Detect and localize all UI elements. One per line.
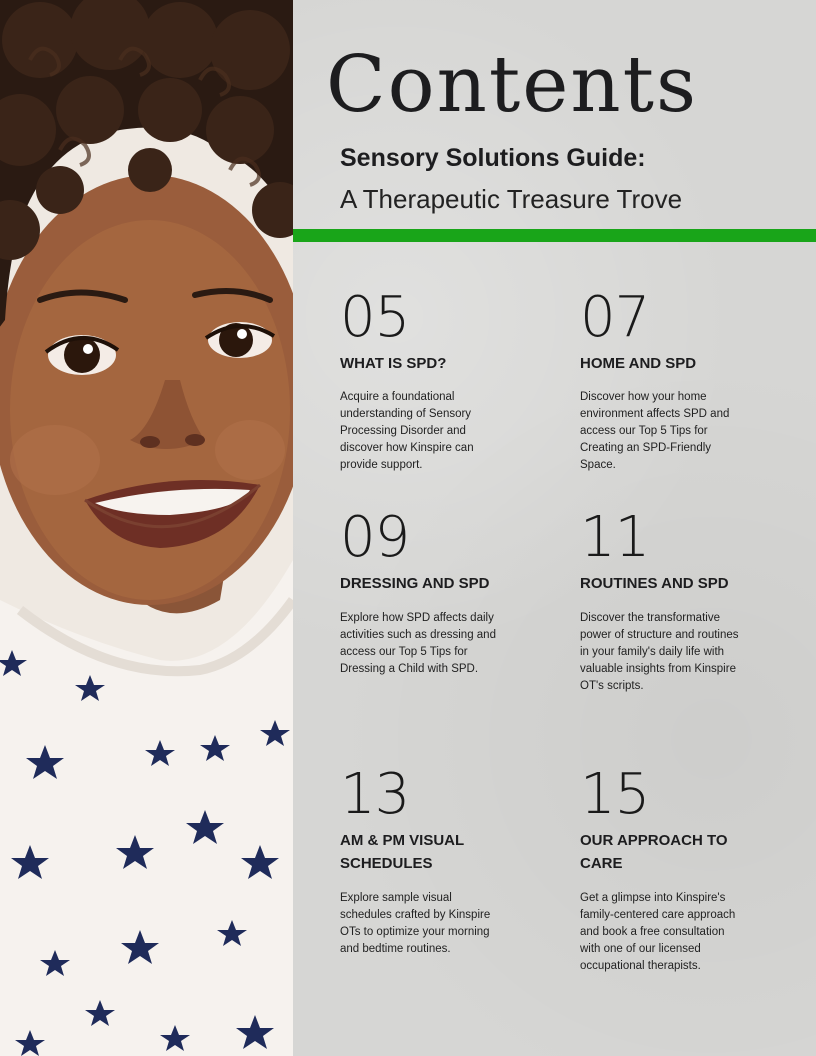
toc-page-number: 07 <box>580 285 650 350</box>
toc-entry-home-and-spd[interactable] <box>580 285 740 474</box>
toc-description: Explore sample visual schedules crafted by Kinspire OTs to optimize your morning and bedtime routines. <box>340 892 491 955</box>
toc-entry-our-approach[interactable] <box>580 762 740 975</box>
toc-entry-visual-schedules[interactable] <box>340 762 500 958</box>
toc-description: Get a glimpse into Kinspire's family-centered care approach and book a free consultation with one of our licensed occupational therapists. <box>580 892 736 972</box>
toc-heading: ROUTINES AND SPD <box>580 575 729 592</box>
toc-heading: DRESSING AND SPD <box>340 575 490 592</box>
toc-page-number: 11 <box>580 505 650 570</box>
toc-description: Acquire a foundational understanding of Sensory Processing Disorder and discover how Kinspire can provide support. <box>340 391 474 471</box>
child-photo <box>0 0 293 1056</box>
page-title: Contents <box>326 40 698 130</box>
toc-description: Discover the transformative power of structure and routines in your family's daily life with valuable insights from Kinspire OT's scripts. <box>580 612 739 692</box>
guide-title: Sensory Solutions Guide: <box>340 144 646 172</box>
toc-heading: OUR APPROACH TO CARE <box>580 832 728 872</box>
toc-description: Discover how your home environment affects SPD and access our Top 5 Tips for Creating an SPD-Friendly Space. <box>580 391 730 471</box>
accent-divider <box>293 229 816 242</box>
toc-page-number: 05 <box>340 285 410 350</box>
toc-entry-what-is-spd[interactable] <box>340 285 500 474</box>
child-illustration <box>0 0 293 1056</box>
toc-page-number: 15 <box>580 762 650 827</box>
toc-page-number: 13 <box>340 762 410 827</box>
toc-heading: AM & PM VISUAL SCHEDULES <box>340 832 464 872</box>
toc-heading: HOME AND SPD <box>580 355 697 372</box>
guide-subtitle: A Therapeutic Treasure Trove <box>340 184 683 214</box>
toc-description: Explore how SPD affects daily activities such as dressing and access our Top 5 Tips for Dressing a Child with SPD. <box>340 612 496 675</box>
toc-entry-dressing-and-spd[interactable] <box>340 505 500 678</box>
toc-page-number: 09 <box>340 505 410 570</box>
toc-heading: WHAT IS SPD? <box>340 355 447 372</box>
toc-entry-routines-and-spd[interactable] <box>580 505 740 695</box>
